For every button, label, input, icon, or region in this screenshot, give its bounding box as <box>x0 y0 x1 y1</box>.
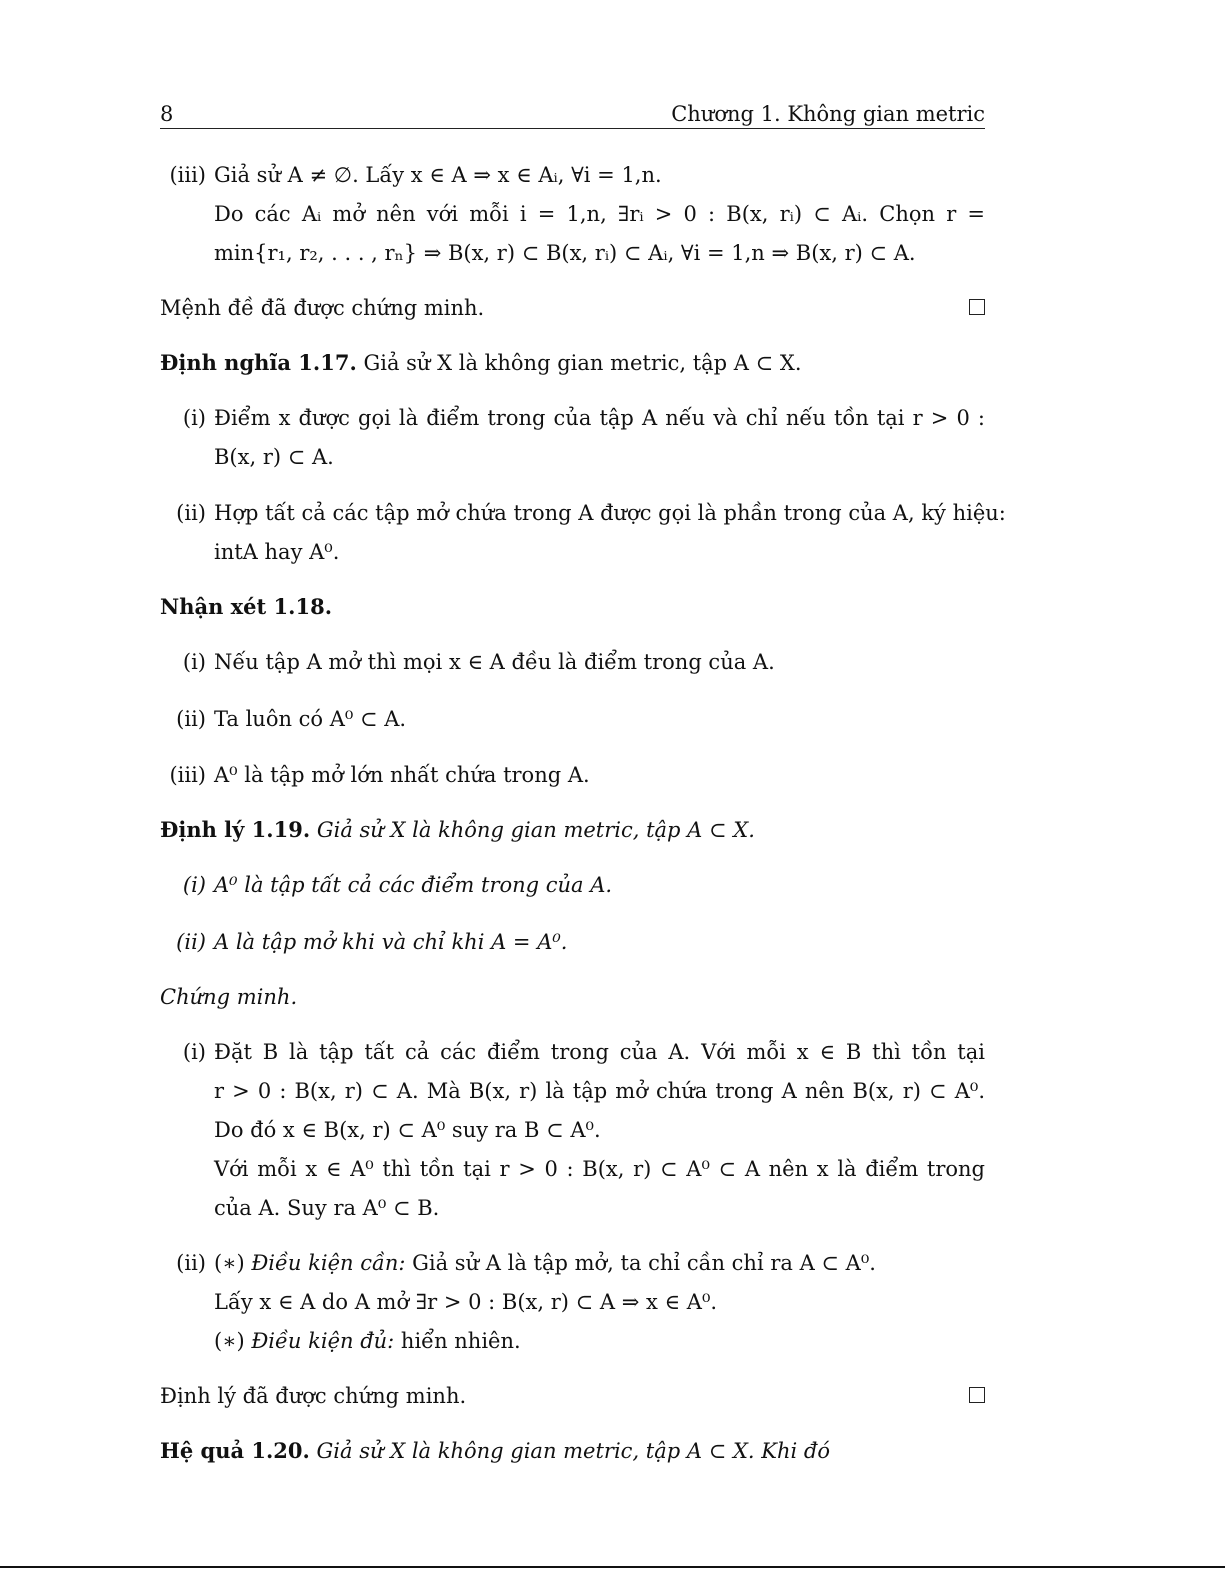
theorem-item: A⁰ là tập tất cả các điểm trong của A. <box>214 873 613 897</box>
proof-line: Do đó x ∈ B(x, r) ⊂ A⁰ suy ra B ⊂ A⁰. <box>214 1118 601 1142</box>
corollary-1-20 <box>160 1438 830 1464</box>
theorem-heading: Định lý 1.19. <box>160 817 311 842</box>
corollary-heading: Hệ quả 1.20. <box>160 1438 310 1463</box>
proof-line: của A. Suy ra A⁰ ⊂ B. <box>214 1196 440 1220</box>
proof-line <box>214 1250 876 1276</box>
corollary-text: Giả sử X là không gian metric, tập A ⊂ X. Khi đó <box>316 1439 830 1463</box>
definition-line: B(x, r) ⊂ A. <box>214 445 334 469</box>
item-label: (ii) <box>176 707 206 731</box>
chapter-title: Chương 1. Không gian metric <box>671 102 985 126</box>
qed-box <box>969 299 985 315</box>
item-label: (ii) <box>176 930 206 954</box>
proof-line: Đặt B là tập tất cả các điểm trong của A. Với mỗi x ∈ B thì tồn tại <box>214 1040 985 1064</box>
qed-box <box>969 1387 985 1403</box>
proposition-proved: Mệnh đề đã được chứng minh. <box>160 296 485 320</box>
item-label: (ii) <box>176 501 206 525</box>
remark-heading: Nhận xét 1.18. <box>160 594 332 619</box>
proof-line <box>214 1328 521 1354</box>
remark-item: A⁰ là tập mở lớn nhất chứa trong A. <box>214 763 590 787</box>
item-label: (i) <box>182 1040 206 1064</box>
bullet-star: (∗) <box>214 1251 252 1275</box>
proof-line: Với mỗi x ∈ A⁰ thì tồn tại r > 0 : B(x, r) ⊂ A⁰ ⊂ A nên x là điểm trong <box>214 1157 985 1181</box>
theorem-1-19 <box>160 817 755 843</box>
item-label: (iii) <box>169 163 206 187</box>
proof-text: hiển nhiên. <box>394 1329 521 1353</box>
proof-line: Giả sử A ≠ ∅. Lấy x ∈ A ⇒ x ∈ Aᵢ, ∀i = 1,n. <box>214 163 662 187</box>
proof-line: r > 0 : B(x, r) ⊂ A. Mà B(x, r) là tập mở chứa trong A nên B(x, r) ⊂ A⁰. <box>214 1079 985 1103</box>
page-number: 8 <box>160 102 174 126</box>
remark-item: Nếu tập A mở thì mọi x ∈ A đều là điểm trong của A. <box>214 650 775 674</box>
theorem-text: Giả sử X là không gian metric, tập A ⊂ X. <box>316 818 755 842</box>
proof-line: min{r₁, r₂, . . . , rₙ} ⇒ B(x, r) ⊂ B(x, rᵢ) ⊂ Aᵢ, ∀i = 1,n ⇒ B(x, r) ⊂ A. <box>214 241 916 265</box>
theorem-proved: Định lý đã được chứng minh. <box>160 1384 467 1408</box>
necessary-condition: Điều kiện cần: <box>251 1251 406 1275</box>
proof-line: Do các Aᵢ mở nên với mỗi i = 1,n, ∃rᵢ > 0 : B(x, rᵢ) ⊂ Aᵢ. Chọn r = <box>214 202 985 226</box>
item-label: (iii) <box>169 763 206 787</box>
remark-item: Ta luôn có A⁰ ⊂ A. <box>214 707 407 731</box>
item-label: (i) <box>182 650 206 674</box>
proof-line: Lấy x ∈ A do A mở ∃r > 0 : B(x, r) ⊂ A ⇒ x ∈ A⁰. <box>214 1290 718 1314</box>
proof-text: Giả sử A là tập mở, ta chỉ cần chỉ ra A ⊂ A⁰. <box>405 1251 876 1275</box>
page-header <box>160 102 985 129</box>
item-label: (i) <box>182 406 206 430</box>
definition-text: Giả sử X là không gian metric, tập A ⊂ X. <box>363 351 802 375</box>
definition-1-17 <box>160 350 802 376</box>
theorem-item: A là tập mở khi và chỉ khi A = A⁰. <box>214 930 568 954</box>
sufficient-condition: Điều kiện đủ: <box>251 1329 395 1353</box>
definition-line: intA hay A⁰. <box>214 540 340 564</box>
page-bottom-rule <box>0 1566 1225 1568</box>
item-label: (ii) <box>176 1251 206 1275</box>
proof-heading: Chứng minh. <box>160 985 298 1009</box>
item-label: (i) <box>182 873 206 897</box>
definition-heading: Định nghĩa 1.17. <box>160 350 357 375</box>
definition-line: Hợp tất cả các tập mở chứa trong A được gọi là phần trong của A, ký hiệu: <box>214 501 1006 525</box>
definition-line: Điểm x được gọi là điểm trong của tập A nếu và chỉ nếu tồn tại r > 0 : <box>214 406 985 430</box>
bullet-star: (∗) <box>214 1329 252 1353</box>
